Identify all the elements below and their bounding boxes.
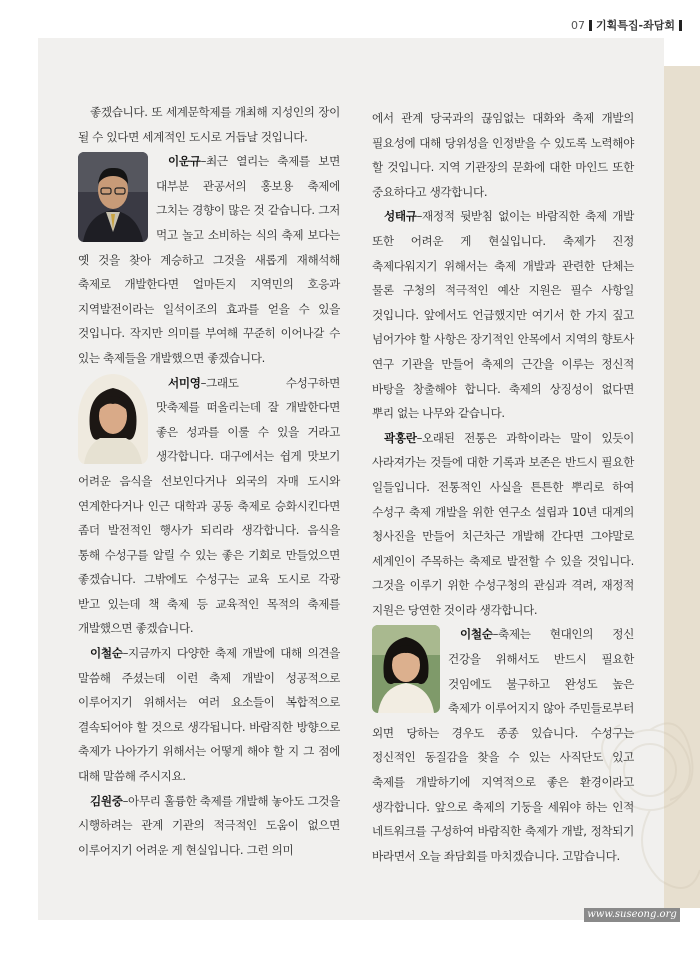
paragraph-text: –지금까지 다양한 축제 개발에 대해 의견을 말씀해 주셨는데 이런 축제 개발이 성공적으로 이루어지기 위해서는 여러 요소들이 복합적으로 결속되어야 할 것으로 생각됩니다. 바람직한 방향으로 축제가 나아가기 위해서는 어떻게 해야 할 지 그 점에 대해 말씀해 주시지요. [78, 646, 340, 784]
header-bar-left [589, 20, 592, 31]
speaker-name: 이운규 [168, 154, 201, 169]
speaker-photo-lee-woongyu [78, 152, 148, 242]
speaker-name: 이철순 [90, 646, 123, 661]
paragraph-text: 에서 관계 당국과의 끊임없는 대화와 축제 개발의 필요성에 대해 당위성을 인정받을 수 있도록 노력해야 할 것입니다. 지역 기관장의 문화에 대한 마인드 또한 중요하다고 생각합니다. [372, 111, 634, 199]
speaker-photo-lee-cheolsoon [372, 625, 440, 713]
paragraph-text: –축제는 현대인의 정신 건강을 위해서도 반드시 필요한 것임에도 불구하고 완성도 높은 축제가 이루어지지 않아 주민들로부터 외면 당하는 경우도 종종 있습니다. 수성구는 정신적인 동질감을 찾을 수 있는 사직단도 있고 축제를 개발하기에 지역적으로 좋은 환경이라고 생각합니다. 앞으로 축제의 기둥을 세워야 하는 인적 네트워크를 구성하여 바람직한 축제가 개발, 정착되기 바라면서 오늘 좌담회를 마치겠습니다. 고맙습니다. [372, 627, 634, 863]
paragraph [372, 106, 634, 204]
left-column [78, 100, 340, 862]
page-number: 07 [571, 18, 586, 32]
speaker-name: 김원중 [90, 793, 123, 808]
paragraph [78, 789, 340, 863]
paragraph [78, 100, 340, 149]
paragraph-text: –그래도 수성구하면 맛축제를 떠올리는데 잘 개발한다면 좋은 성과를 이룰 수 있을 거라고 생각합니다. 대구에서는 쉽게 맛보기 어려운 음식을 선보인다거나 외국의 자매 도시와 연계한다거나 인근 대학과 공동 축제로 승화시킨다면 좀더 발전적인 행사가 되리라 생각합니다. 음식을 통해 수성구를 알릴 수 있는 좋은 기회로 만들었으면 좋겠습니다. 그밖에도 수성구는 교육 도시로 각광 받고 있는데 책 축제 등 교육적인 목적의 축제를 개발했으면 좋겠습니다. [78, 375, 340, 636]
paragraph [372, 204, 634, 425]
section-title: 기획특집-좌담회 [596, 19, 675, 32]
paragraph [372, 426, 634, 623]
paragraph-text: –최근 열리는 축제를 보면 대부분 관공서의 홍보용 축제에 그치는 경향이 많은 것 같습니다. 그저 먹고 놀고 소비하는 식의 축제 보다는 옛 것을 찾아 계승하고 그것을 새롭게 재해석해 축제로 개발한다면 얼마든지 지역민의 호응과 지역발전이라는 일석이조의 효과를 얻을 수 있을 것입니다. 작지만 의미를 부여해 꾸준히 이어나갈 수 있는 축제들을 개발했으면 좋겠습니다. [78, 154, 340, 365]
paragraph [78, 641, 340, 789]
speaker-name: 이철순 [460, 627, 493, 642]
paragraph-text: –아무리 훌륭한 축제를 개발해 놓아도 그것을 시행하려는 관계 기관의 적극적인 도움이 없으면 이루어지기 어려운 게 현실입니다. 그런 의미 [78, 793, 340, 857]
paragraph-text: –오래된 전통은 과학이라는 말이 있듯이 사라져가는 것들에 대한 기록과 보존은 반드시 필요한 일들입니다. 전통적인 사실을 튼튼한 뿌리로 하여 수성구 축제 개발을 위한 연구소 설립과 10년 대계의 청사진을 만들어 치근차근 개발해 간다면 그야말로 세계인이 주목하는 축제로 발전할 수 있을 것입니다. 그것을 이루기 위한 수성구청의 관심과 격려, 재정적 지원은 당연한 것이라 생각합니다. [372, 430, 634, 617]
section-header [571, 17, 682, 33]
paragraph-text: –재정적 뒷받침 없이는 바람직한 축제 개발 또한 어려운 게 현실입니다. 축제가 진정 축제다워지기 위해서는 축제 개발과 관련한 단체는 물론 구청의 적극적인 예산 지원은 필수 사항일 것입니다. 앞에서도 언급했지만 여기서 한 가지 짚고 넘어가야 할 사항은 장기적인 안목에서 지역의 향토사 연구 기관을 만들어 축제의 근간을 이루는 정신적 바탕을 창출해야 합니다. 축제의 상징성이 없다면 뿌리 없는 나무와 같습니다. [372, 209, 634, 421]
speaker-name: 성태규 [384, 209, 417, 224]
header-bar-right [679, 20, 682, 31]
speaker-name: 서미영 [168, 375, 201, 390]
footer-url: www.suseong.org [584, 908, 680, 922]
paragraph-text: 좋겠습니다. 또 세계문학제를 개최해 지성인의 장이 될 수 있다면 세계적인 도시로 거듭날 것입니다. [78, 105, 340, 144]
speaker-name: 곽홍란 [384, 430, 417, 445]
right-column [372, 106, 634, 868]
speaker-photo-seo-miyoung [78, 374, 148, 464]
